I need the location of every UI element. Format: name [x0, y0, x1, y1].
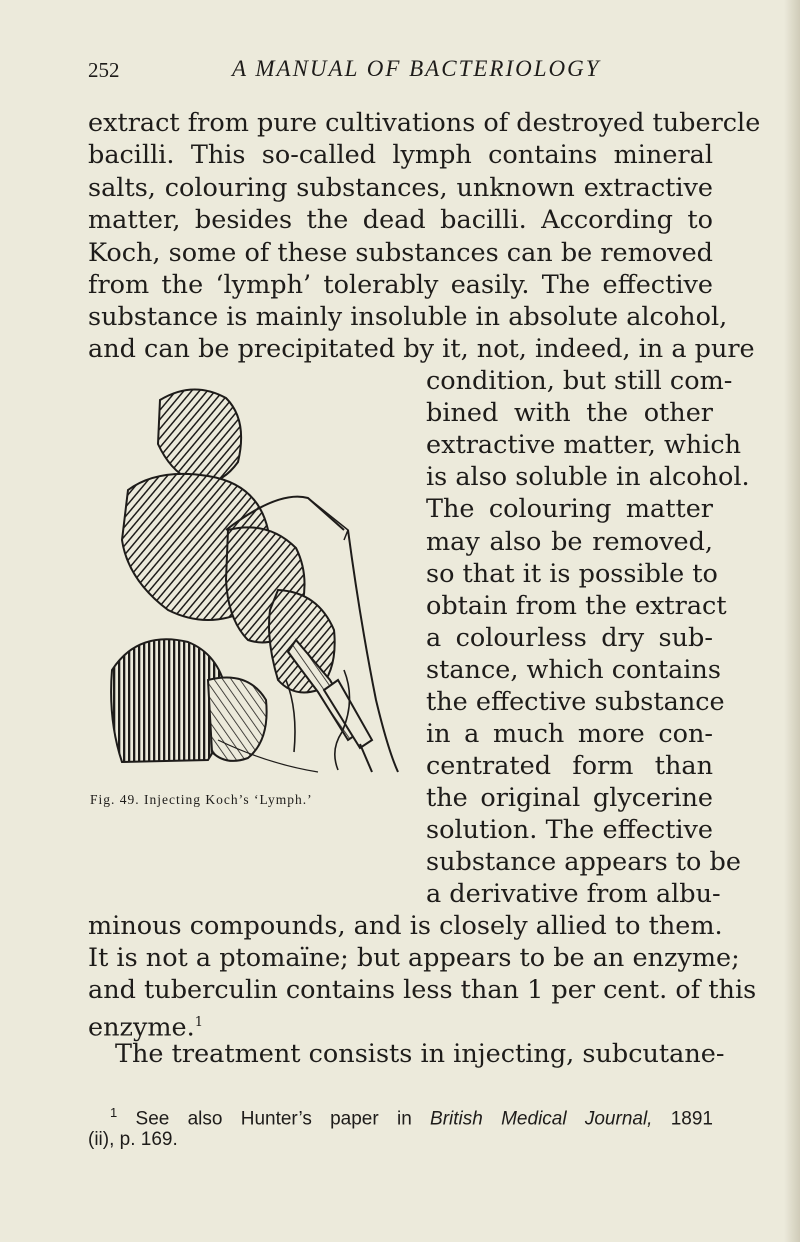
running-head	[88, 52, 728, 88]
text-line: the effective substance	[426, 687, 725, 717]
footnote-continuation: (ii), p. 169.	[88, 1129, 178, 1150]
text-line: substance appears to be	[426, 847, 741, 877]
book-title: A MANUAL OF BACTERIOLOGY	[232, 56, 601, 81]
footnote-journal: British Medical Journal,	[430, 1108, 653, 1130]
text-line: bined with the other	[426, 398, 713, 428]
text-line: stance, which contains	[426, 655, 721, 685]
text-line: the original glycerine	[426, 783, 713, 813]
text-line: minous compounds, and is closely allied to them.	[88, 911, 723, 941]
text-line: so that it is possible to	[426, 559, 718, 589]
text-line: solution. The effective	[426, 815, 713, 845]
text-line: bacilli. This so-called lymph contains mineral	[88, 140, 713, 170]
text-line: The treatment consists in injecting, subcutane-	[115, 1039, 725, 1069]
text-line: extractive matter, which	[426, 430, 742, 460]
figure-injecting-lymph	[98, 380, 416, 780]
text-line: The colouring matter	[426, 494, 713, 524]
page-edge-shadow	[784, 0, 800, 1242]
text-line: centrated form than	[426, 751, 713, 781]
text-line: matter, besides the dead bacilli. According to	[88, 205, 713, 235]
text-enzyme: enzyme.	[88, 1012, 195, 1043]
text-line: and can be precipitated by it, not, indeed, in a pure	[88, 334, 755, 364]
footnote-reference[interactable]: 1	[194, 1015, 204, 1030]
text-line: Koch, some of these substances can be removed	[88, 238, 713, 268]
text-line: extract from pure cultivations of destroyed tubercle	[88, 108, 761, 138]
text-line: from the ‘lymph’ tolerably easily. The effective	[88, 270, 713, 300]
footnote-marker: 1	[110, 1105, 118, 1120]
text-line: a derivative from albu-	[426, 879, 721, 909]
text-line: and tuberculin contains less than 1 per cent. of this	[88, 975, 757, 1005]
text-line: It is not a ptomaïne; but appears to be an enzyme;	[88, 943, 740, 973]
text-line: may also be removed,	[426, 527, 713, 557]
text-line: obtain from the extract	[426, 591, 727, 621]
footnote	[110, 1100, 713, 1132]
engraving-hand-syringe	[98, 380, 416, 780]
footnote-text: See also Hunter’s paper in	[135, 1108, 431, 1130]
figure-caption: Fig. 49. Injecting Koch’s ‘Lymph.’	[90, 792, 313, 807]
text-line: in a much more con-	[426, 719, 713, 749]
text-line: salts, colouring substances, unknown extractive	[88, 173, 713, 203]
text-line: a colourless dry sub-	[426, 623, 713, 653]
footnote-year: 1891	[652, 1108, 713, 1130]
page-number: 252	[88, 58, 120, 82]
text-line: is also soluble in alcohol.	[426, 462, 750, 492]
text-line: condition, but still com-	[426, 366, 733, 396]
text-line: substance is mainly insoluble in absolute alcohol,	[88, 302, 728, 332]
